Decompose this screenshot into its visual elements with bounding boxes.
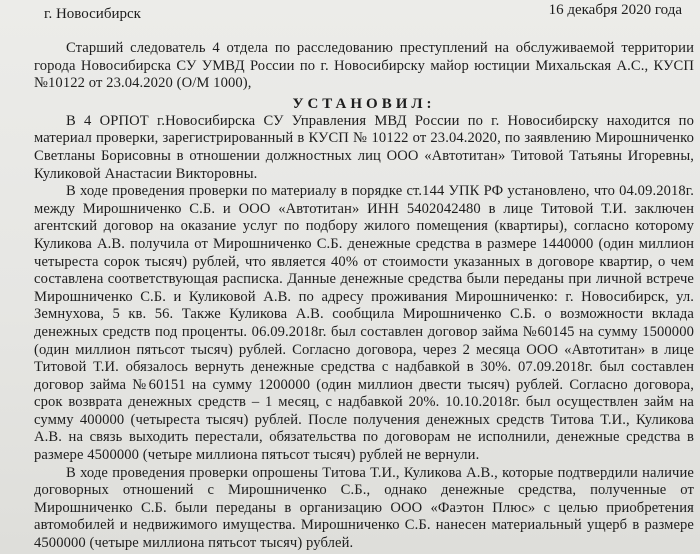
document-header — [34, 0, 694, 36]
city-label: г. Новосибирск — [44, 6, 141, 22]
body-paragraph-1: В 4 ОРПОТ г.Новосибирска СУ Управления МВД России по г. Новосибирску находится по материал проверки, зарегистрированный в КУСП № 10122 от 23.04.2020, по заявлению Мирошниченко Светланы Борисовны в отношении должностных лиц ООО «Автотитан» Титовой Татьяны Игоревны, Куликовой Анастасии Викторовны. — [34, 112, 694, 182]
body-paragraph-3: В ходе проведения проверки опрошены Титова Т.И., Куликова А.В., которые подтвердили наличие договорных отношений с Мирошниченко С.Б., однако денежные средства, полученные от Мирошниченко С.Б. были переданы в организацию ООО «Фаэтон Плюс» с целью приобретения автомобилей и недвижимого имущества. Мирошниченко С.Б. нанесен материальный ущерб в размере 4500000 (четыре миллиона пятьсот тысяч) рублей. — [34, 464, 694, 552]
body-paragraph-2: В ходе проведения проверки по материалу в порядке ст.144 УПК РФ установлено, что 04.09.2018г. между Мирошниченко С.Б. и ООО «Автотитан» ИНН 5402042480 в лице Титовой Т.И. заключен агентский договор на оказание услуг по подбору жилого помещения (квартиры), согласно которому Куликова А.В. получила от Мирошниченко С.Б. денежные средства в размере 1440000 (один миллион четыреста сорок тысяч) рублей, что является 40% от стоимости указанных в договоре квартир, о чем составлена соответствующая расписка. Данные денежные средства были переданы при личной встрече Мирошниченко С.Б. и Куликовой А.В. по адресу проживания Мирошниченко: г. Новосибирск, ул. Земнухова, 5 кв. 56. Также Куликова А.В. сообщила Мирошниченко С.Б. о возможности вклада денежных средств под проценты. 06.09.2018г. был составлен договор займа №60145 на сумму 1500000 (один миллион пятьсот тысяч) рублей. Согласно договора, через 2 месяца ООО «Автотитан» в лице Титовой Т.И. обязалось вернуть денежные средства с надбавкой в 30%. 07.09.2018г. был составлен договор займа №60151 на сумму 1200000 (один миллион двести тысяч) рублей. Согласно договора, срок возврата денежных средств – 1 месяц, с надбавкой 20%. 10.10.2018г. был осуществлен займ на сумму 400000 (четыреста тысяч) рублей. После получения денежных средств Титова Т.И., Куликова А.В. на связь выходить перестали, обязательства по договорам не исполнили, денежные средства в размере 4500000 (четыре миллиона пятьсот тысяч) рублей не вернули. — [34, 183, 694, 464]
section-heading: УСТАНОВИЛ: — [292, 95, 436, 112]
document-date: 16 декабря 2020 года — [548, 2, 682, 18]
intro-paragraph: Старший следователь 4 отдела по расследованию преступлений на обслуживаемой территории города Новосибирска СУ УМВД России по г. Новосибирску майор юстиции Михальская А.С., КУСП №10122 от 23.04.2020 (О/М 1000), — [34, 40, 694, 92]
